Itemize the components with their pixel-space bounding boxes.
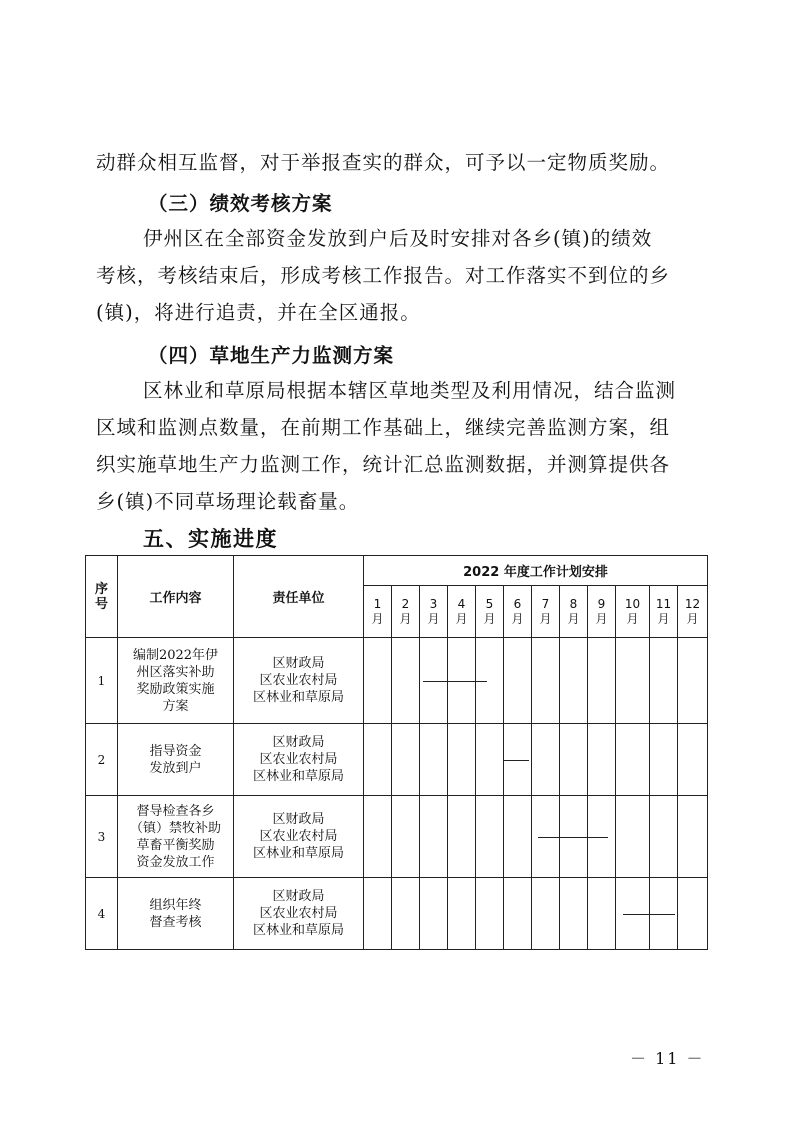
month-cell [364, 638, 392, 724]
content-line: 督查考核 [149, 914, 202, 930]
month-header [364, 586, 392, 638]
month-cell [504, 638, 532, 724]
table-row [86, 796, 708, 878]
month-cell [420, 796, 448, 878]
month-unit: 月 [427, 611, 440, 626]
month-unit: 月 [626, 611, 639, 626]
paragraph-line: 区域和监测点数量，在前期工作基础上，继续完善监测方案，组 [96, 416, 671, 439]
month-number: 12 [684, 596, 701, 611]
unit-line: 区林业和草原局 [252, 923, 344, 938]
month-cell [392, 878, 420, 950]
month-unit: 月 [399, 611, 412, 626]
month-cell [616, 638, 650, 724]
month-cell [616, 724, 650, 796]
month-header [504, 586, 532, 638]
month-number: 2 [401, 596, 410, 611]
month-unit: 月 [539, 611, 552, 626]
unit-line: 区财政局 [272, 889, 325, 904]
content-line: （镇）禁牧补助 [129, 820, 221, 836]
row-content [118, 796, 234, 878]
month-unit: 月 [511, 611, 524, 626]
month-header [616, 586, 650, 638]
month-header [420, 586, 448, 638]
row-units [234, 638, 364, 724]
schedule-table [85, 555, 708, 950]
month-number: 11 [655, 596, 672, 611]
table-row [86, 878, 708, 950]
month-cell [650, 796, 678, 878]
paragraph-line: 伊州区在全部资金发放到户后及时安排对各乡(镇)的绩效 [143, 227, 653, 250]
row-units [234, 796, 364, 878]
month-number: 8 [569, 596, 578, 611]
month-header [448, 586, 476, 638]
row-content [118, 638, 234, 724]
header-seq-label: 序号 [94, 581, 108, 612]
content-line: 督导检查各乡 [136, 803, 215, 819]
row-seq: 1 [86, 638, 118, 724]
table-row [86, 724, 708, 796]
content-line: 奖励政策实施 [136, 681, 215, 697]
month-cell [476, 796, 504, 878]
month-header [588, 586, 616, 638]
unit-line: 区农业农村局 [259, 906, 338, 921]
month-number: 5 [485, 596, 494, 611]
month-cell [588, 724, 616, 796]
month-cell [364, 724, 392, 796]
page-number: － 11 － [630, 1049, 705, 1068]
gantt-bar [538, 837, 608, 838]
month-cell [448, 724, 476, 796]
paragraph-line: 区林业和草原局根据本辖区草地类型及利用情况，结合监测 [143, 379, 677, 402]
month-header [650, 586, 678, 638]
month-cell [532, 638, 560, 724]
month-cell [364, 796, 392, 878]
month-header [532, 586, 560, 638]
month-number: 1 [373, 596, 382, 611]
month-cell [420, 724, 448, 796]
row-content [118, 878, 234, 950]
content-line: 草畜平衡奖励 [136, 837, 215, 853]
month-cell [476, 878, 504, 950]
month-cell [504, 796, 532, 878]
month-cell [588, 878, 616, 950]
month-cell [560, 638, 588, 724]
month-cell [364, 878, 392, 950]
month-number: 9 [597, 596, 606, 611]
month-cell [678, 796, 708, 878]
month-cell [650, 724, 678, 796]
paragraph-line: 动群众相互监督，对于举报查实的群众，可予以一定物质奖励。 [96, 151, 671, 174]
header-seq [86, 556, 118, 638]
month-cell [560, 724, 588, 796]
month-cell [650, 638, 678, 724]
paragraph-line: 织实施草地生产力监测工作，统计汇总监测数据，并测算提供各 [96, 453, 671, 476]
month-cell [532, 724, 560, 796]
month-header [392, 586, 420, 638]
month-cell [616, 796, 650, 878]
month-cell [504, 878, 532, 950]
month-cell [392, 724, 420, 796]
row-seq: 2 [86, 724, 118, 796]
month-number: 10 [624, 596, 641, 611]
month-cell [678, 638, 708, 724]
month-cell [678, 724, 708, 796]
month-unit: 月 [686, 611, 699, 626]
row-units [234, 878, 364, 950]
month-header [476, 586, 504, 638]
table-row [86, 638, 708, 724]
content-line: 组织年终 [149, 897, 202, 913]
month-cell [588, 638, 616, 724]
month-cell [560, 878, 588, 950]
row-units [234, 724, 364, 796]
header-plan-title: 2022 年度工作计划安排 [364, 556, 708, 586]
gantt-bar [623, 914, 675, 915]
content-line: 指导资金 [149, 743, 202, 759]
month-unit: 月 [567, 611, 580, 626]
unit-line: 区农业农村局 [259, 673, 338, 688]
row-seq: 4 [86, 878, 118, 950]
month-cell [532, 878, 560, 950]
unit-line: 区财政局 [272, 656, 325, 671]
month-number: 3 [429, 596, 438, 611]
section-title-implementation-schedule: 五、实施进度 [143, 527, 278, 551]
month-cell [420, 878, 448, 950]
month-cell [392, 638, 420, 724]
content-line: 方案 [162, 698, 189, 714]
month-unit: 月 [595, 611, 608, 626]
month-cell [678, 878, 708, 950]
unit-line: 区林业和草原局 [252, 690, 344, 705]
content-line: 资金发放工作 [136, 854, 215, 870]
row-seq: 3 [86, 796, 118, 878]
paragraph-line: 乡(镇)不同草场理论载畜量。 [96, 490, 360, 513]
unit-line: 区林业和草原局 [252, 846, 344, 861]
month-unit: 月 [657, 611, 670, 626]
unit-line: 区财政局 [272, 735, 325, 750]
subheading-performance-assessment: （三）绩效考核方案 [148, 192, 333, 215]
month-unit: 月 [455, 611, 468, 626]
content-line: 编制2022年伊 [132, 647, 219, 663]
unit-line: 区林业和草原局 [252, 769, 344, 784]
subheading-grassland-monitoring: （四）草地生产力监测方案 [148, 344, 395, 367]
unit-line: 区财政局 [272, 812, 325, 827]
header-unit: 责任单位 [234, 556, 364, 638]
unit-line: 区农业农村局 [259, 752, 338, 767]
schedule-body [86, 638, 708, 950]
month-number: 4 [457, 596, 466, 611]
gantt-bar [504, 760, 529, 761]
content-line: 州区落实补助 [136, 664, 215, 680]
row-content [118, 724, 234, 796]
gantt-bar [423, 681, 487, 682]
paragraph-line: (镇)，将进行追责，并在全区通报。 [96, 301, 421, 324]
month-number: 7 [541, 596, 550, 611]
month-cell [476, 724, 504, 796]
month-cell [392, 796, 420, 878]
month-number: 6 [513, 596, 522, 611]
unit-line: 区农业农村局 [259, 829, 338, 844]
paragraph-line: 考核，考核结束后，形成考核工作报告。对工作落实不到位的乡 [96, 264, 671, 287]
month-cell [448, 796, 476, 878]
header-content: 工作内容 [118, 556, 234, 638]
month-unit: 月 [483, 611, 496, 626]
month-header [560, 586, 588, 638]
month-unit: 月 [371, 611, 384, 626]
month-header [678, 586, 708, 638]
content-line: 发放到户 [149, 760, 202, 776]
month-cell [448, 878, 476, 950]
